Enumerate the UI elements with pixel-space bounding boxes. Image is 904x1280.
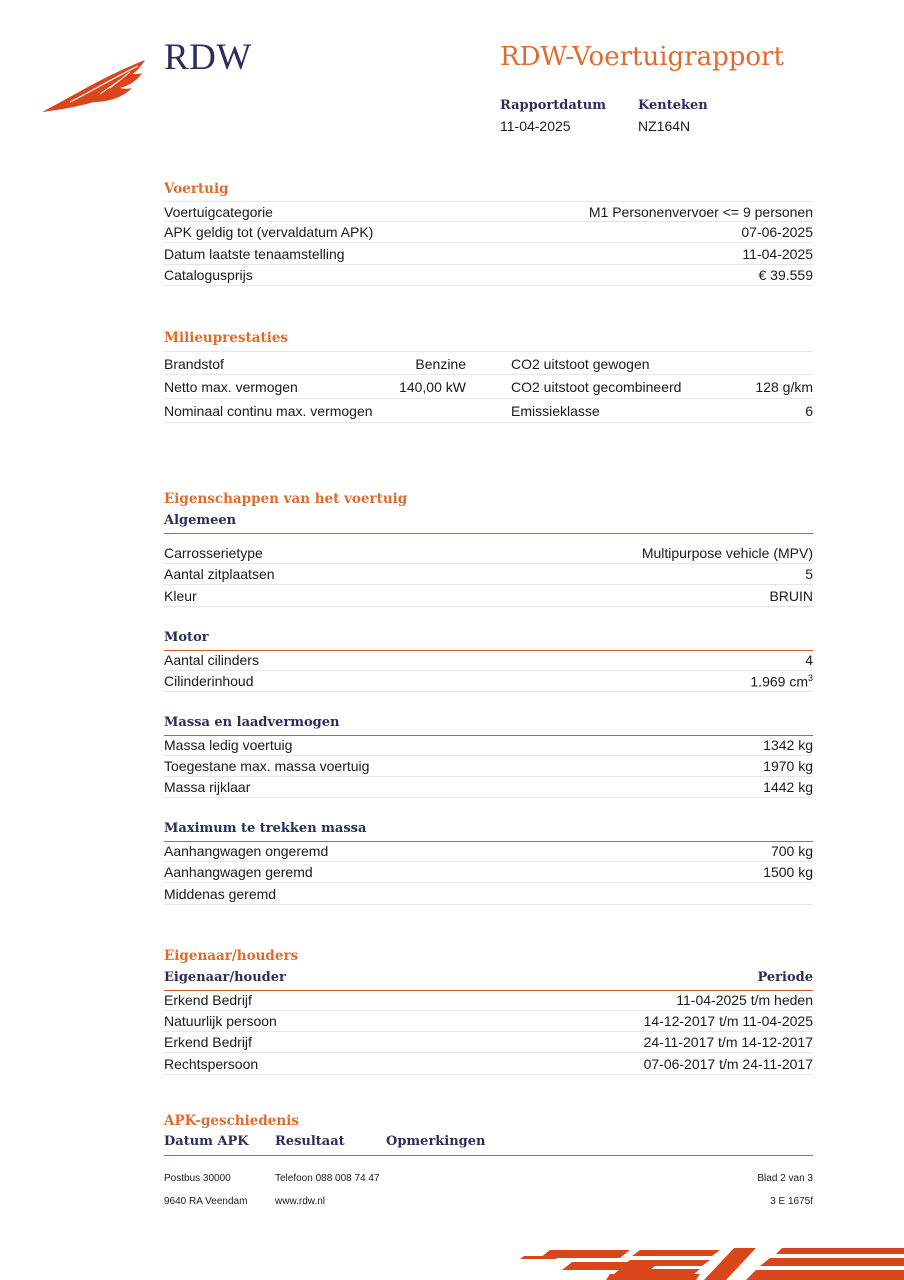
row-label: Cilinderinhoud (164, 673, 254, 689)
milieu-value-left: Benzine (415, 356, 466, 372)
section-rule (164, 533, 813, 534)
footer-document-code: 3 E 1675f (770, 1196, 813, 1207)
algemeen-row (164, 564, 813, 585)
row-value: 1970 kg (763, 758, 813, 774)
owner-period: 24-11-2017 t/m 14-12-2017 (643, 1034, 813, 1050)
row-label: APK geldig tot (vervaldatum APK) (164, 224, 374, 240)
milieu-label-left: Netto max. vermogen (164, 379, 298, 395)
owner-type: Rechtspersoon (164, 1056, 259, 1072)
row-value: € 39.559 (758, 267, 813, 283)
row-value: 5 (805, 566, 813, 582)
row-label: Voertuigcategorie (164, 203, 273, 220)
section-apk-title: APK-geschiedenis (164, 1113, 299, 1129)
eigenaar-row (164, 1054, 813, 1075)
eigenaar-row (164, 1011, 813, 1032)
milieu-label-left: Nominaal continu max. vermogen (164, 403, 373, 419)
row-value: 700 kg (770, 843, 813, 859)
voertuig-row (164, 201, 813, 222)
milieu-row (164, 351, 813, 375)
report-title: RDW-Voertuigrapport (500, 42, 784, 72)
massa-row (164, 735, 813, 756)
subsection-massa-title: Massa en laadvermogen (164, 715, 340, 730)
column-header-opmerkingen: Opmerkingen (386, 1134, 486, 1149)
owner-period: 11-04-2025 t/m heden (676, 992, 813, 1008)
eigenaar-row (164, 1032, 813, 1053)
algemeen-row (164, 543, 813, 564)
column-header-datum-apk: Datum APK (164, 1134, 249, 1149)
row-label: Kleur (164, 588, 197, 604)
massa-row (164, 756, 813, 777)
section-rule (164, 1155, 813, 1156)
brand-name: RDW (164, 37, 252, 78)
voertuig-row (164, 265, 813, 286)
trekken-row (164, 884, 813, 905)
subsection-trekken-title: Maximum te trekken massa (164, 821, 367, 836)
owner-period: 07-06-2017 t/m 24-11-2017 (643, 1056, 813, 1072)
row-value: 1342 kg (763, 737, 813, 753)
row-label: Carrosserietype (164, 545, 263, 561)
milieu-label-right: CO2 uitstoot gewogen (511, 356, 650, 372)
owner-type: Erkend Bedrijf (164, 992, 252, 1008)
algemeen-row (164, 586, 813, 607)
footer-website: www.rdw.nl (275, 1196, 326, 1207)
footer-address-line2: 9640 RA Veendam (164, 1196, 248, 1207)
rdw-feather-logo (40, 58, 150, 116)
row-label: Massa rijklaar (164, 779, 251, 795)
row-label: Toegestane max. massa voertuig (164, 758, 370, 774)
subsection-motor-title: Motor (164, 630, 209, 645)
eigenaar-row (164, 990, 813, 1011)
column-header-resultaat: Resultaat (275, 1134, 345, 1149)
row-label: Datum laatste tenaamstelling (164, 246, 345, 262)
row-value: BRUIN (769, 588, 813, 604)
column-header-owner: Eigenaar/houder (164, 970, 286, 985)
footer-phone: Telefoon 088 008 74 47 (275, 1173, 380, 1184)
kenteken-label: Kenteken (638, 98, 708, 113)
row-label: Aantal cilinders (164, 652, 259, 668)
milieu-value-right: 6 (805, 403, 813, 419)
milieu-label-left: Brandstof (164, 356, 224, 372)
kenteken-value: NZ164N (638, 118, 691, 134)
milieu-value-right: 128 g/km (755, 379, 813, 395)
row-value: M1 Personenvervoer <= 9 personen (588, 203, 813, 220)
decorative-stripes-graphic (520, 1244, 904, 1280)
row-value: 11-04-2025 (742, 246, 813, 262)
row-value: Multipurpose vehicle (MPV) (641, 545, 813, 561)
row-label: Massa ledig voertuig (164, 737, 293, 753)
milieu-row (164, 399, 813, 423)
rapportdatum-value: 11-04-2025 (500, 118, 571, 134)
row-value: 07-06-2025 (741, 224, 813, 240)
section-eigenschappen-title: Eigenschappen van het voertuig (164, 491, 408, 507)
section-eigenaar-title: Eigenaar/houders (164, 948, 299, 964)
row-label: Aanhangwagen geremd (164, 864, 313, 880)
rapportdatum-label: Rapportdatum (500, 98, 606, 113)
section-milieu-title: Milieuprestaties (164, 330, 289, 346)
subsection-algemeen-title: Algemeen (164, 513, 237, 528)
milieu-label-right: Emissieklasse (511, 403, 600, 419)
row-label: Aanhangwagen ongeremd (164, 843, 329, 859)
row-label: Aantal zitplaatsen (164, 566, 275, 582)
massa-row (164, 777, 813, 798)
row-label: Middenas geremd (164, 886, 277, 902)
column-header-period: Periode (757, 970, 813, 985)
row-value: 1442 kg (763, 779, 813, 795)
motor-row (164, 650, 813, 671)
row-value (750, 673, 813, 690)
milieu-value-left: 140,00 kW (399, 379, 466, 395)
unit-superscript: 3 (807, 672, 813, 683)
section-voertuig-title: Voertuig (164, 181, 229, 197)
owner-type: Erkend Bedrijf (164, 1034, 252, 1050)
voertuig-row (164, 222, 813, 243)
milieu-label-right: CO2 uitstoot gecombineerd (511, 379, 682, 395)
row-value: 1500 kg (763, 864, 813, 880)
cilinderinhoud-value: 1.969 cm (750, 673, 808, 690)
owner-period: 14-12-2017 t/m 11-04-2025 (643, 1013, 813, 1029)
footer-page-number: Blad 2 van 3 (757, 1173, 813, 1184)
footer-address-line1: Postbus 30000 (164, 1173, 231, 1184)
row-value: 4 (805, 652, 813, 668)
milieu-row (164, 375, 813, 399)
voertuig-row (164, 244, 813, 265)
trekken-row (164, 862, 813, 883)
row-label: Catalogusprijs (164, 267, 253, 283)
owner-type: Natuurlijk persoon (164, 1013, 277, 1029)
motor-row (164, 671, 813, 692)
trekken-row (164, 841, 813, 862)
